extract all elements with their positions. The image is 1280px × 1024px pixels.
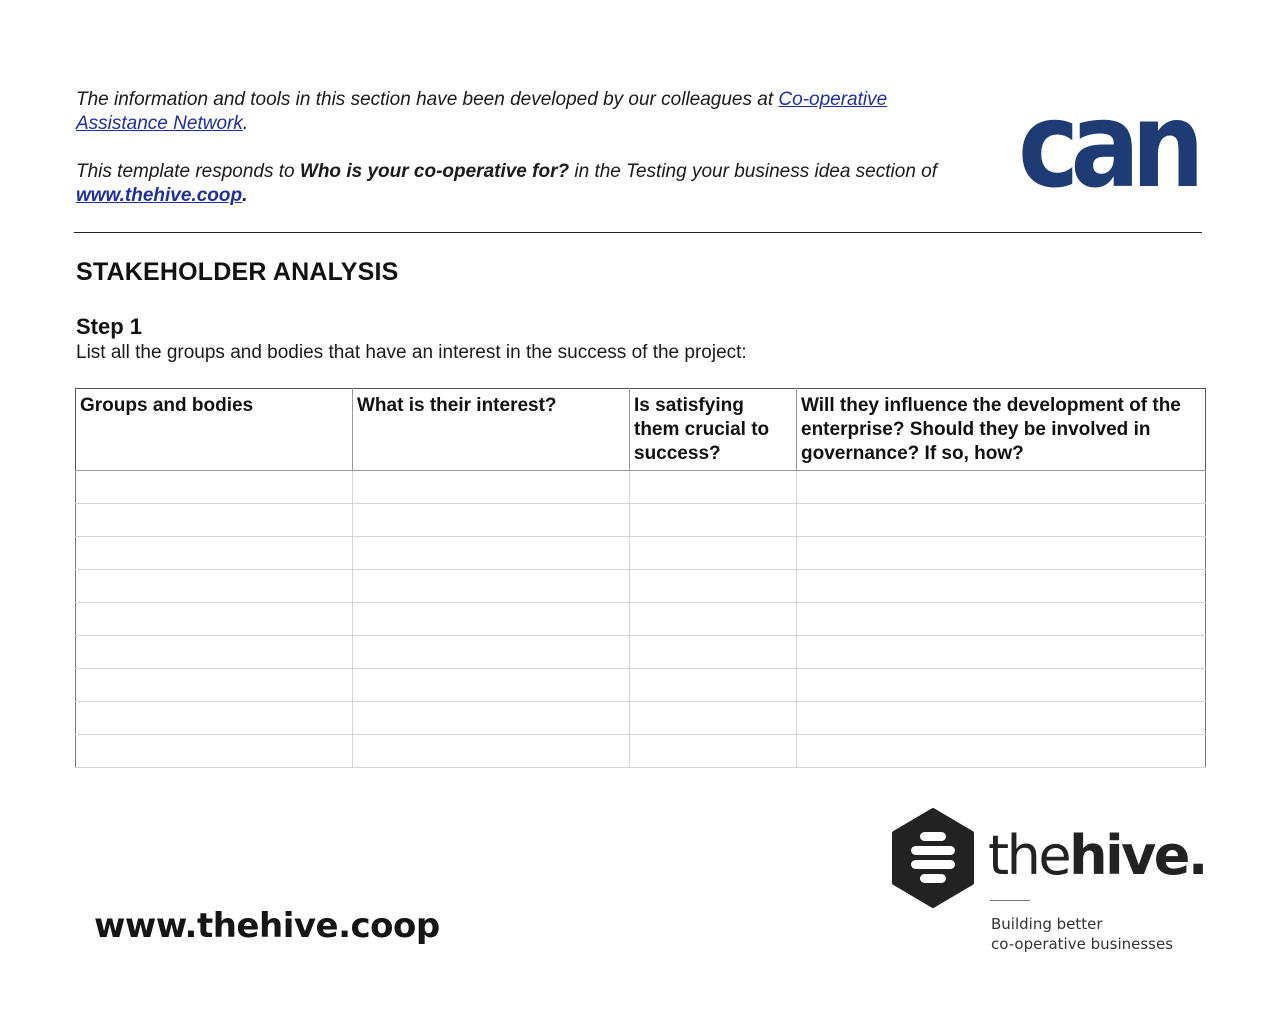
table-cell[interactable] xyxy=(797,471,1206,504)
intro-text xyxy=(76,88,976,208)
table-cell[interactable] xyxy=(630,702,797,735)
table-cell[interactable] xyxy=(76,603,353,636)
thehive-logo-text: thehive. xyxy=(988,824,1206,887)
can-logo-text: can xyxy=(1018,76,1197,214)
table-cell[interactable] xyxy=(630,603,797,636)
table-cell[interactable] xyxy=(353,471,630,504)
table-cell[interactable] xyxy=(630,504,797,537)
table-cell[interactable] xyxy=(353,735,630,768)
table-cell[interactable] xyxy=(76,471,353,504)
can-logo xyxy=(1018,76,1198,214)
table-cell[interactable] xyxy=(797,735,1206,768)
table-row xyxy=(76,504,1206,537)
table-cell[interactable] xyxy=(353,669,630,702)
table-cell[interactable] xyxy=(353,570,630,603)
table-row xyxy=(76,735,1206,768)
table-cell[interactable] xyxy=(76,537,353,570)
step-description: List all the groups and bodies that have an interest in the success of the project: xyxy=(76,342,747,363)
table-row xyxy=(76,471,1206,504)
table-cell[interactable] xyxy=(630,471,797,504)
table-cell[interactable] xyxy=(353,702,630,735)
table-cell[interactable] xyxy=(630,537,797,570)
table-row xyxy=(76,603,1206,636)
intro-paragraph-2: This template responds to Who is your co-operative for? in the Testing your business idea section of www.thehive.coop. xyxy=(76,161,938,206)
table-cell[interactable] xyxy=(797,636,1206,669)
header-interest: What is their interest? xyxy=(353,389,630,471)
hive-hexagon-icon xyxy=(892,808,974,908)
table-cell[interactable] xyxy=(630,669,797,702)
table-header-row xyxy=(76,389,1206,471)
step-title: Step 1 xyxy=(76,314,143,339)
table-cell[interactable] xyxy=(630,735,797,768)
table-row xyxy=(76,669,1206,702)
table-cell[interactable] xyxy=(76,570,353,603)
intro-paragraph-1: The information and tools in this section have been developed by our colleagues at Co-operative Assistance Network. xyxy=(76,89,888,134)
stakeholder-table xyxy=(75,388,1206,768)
template-question: Who is your co-operative for? xyxy=(299,161,570,182)
table-cell[interactable] xyxy=(353,504,630,537)
table-row xyxy=(76,570,1206,603)
table-cell[interactable] xyxy=(797,570,1206,603)
table-cell[interactable] xyxy=(797,504,1206,537)
thehive-link[interactable]: www.thehive.coop xyxy=(76,185,243,206)
table-cell[interactable] xyxy=(797,537,1206,570)
table-cell[interactable] xyxy=(353,537,630,570)
table-body xyxy=(76,471,1206,768)
divider xyxy=(74,232,1202,233)
table-cell[interactable] xyxy=(630,636,797,669)
table-cell[interactable] xyxy=(797,603,1206,636)
table-cell[interactable] xyxy=(797,702,1206,735)
table-cell[interactable] xyxy=(797,669,1206,702)
table-row xyxy=(76,702,1206,735)
page-title: STAKEHOLDER ANALYSIS xyxy=(76,258,399,286)
table-cell[interactable] xyxy=(76,735,353,768)
header-crucial: Is satisfying them crucial to success? xyxy=(630,389,797,471)
footer-url: www.thehive.coop xyxy=(94,906,440,946)
table-cell[interactable] xyxy=(76,669,353,702)
hive-logo-divider xyxy=(990,900,1030,901)
table-row xyxy=(76,636,1206,669)
table-cell[interactable] xyxy=(76,504,353,537)
table-row xyxy=(76,537,1206,570)
table-cell[interactable] xyxy=(76,702,353,735)
header-groups: Groups and bodies xyxy=(76,389,353,471)
can-link[interactable]: Co-operative Assistance Network xyxy=(76,89,888,134)
table-cell[interactable] xyxy=(76,636,353,669)
header-influence: Will they influence the development of the enterprise? Should they be involved in governance? If so, how? xyxy=(797,389,1206,471)
table-cell[interactable] xyxy=(630,570,797,603)
table-cell[interactable] xyxy=(353,636,630,669)
hive-tagline: Building better co-operative businesses xyxy=(991,915,1174,953)
table-cell[interactable] xyxy=(353,603,630,636)
